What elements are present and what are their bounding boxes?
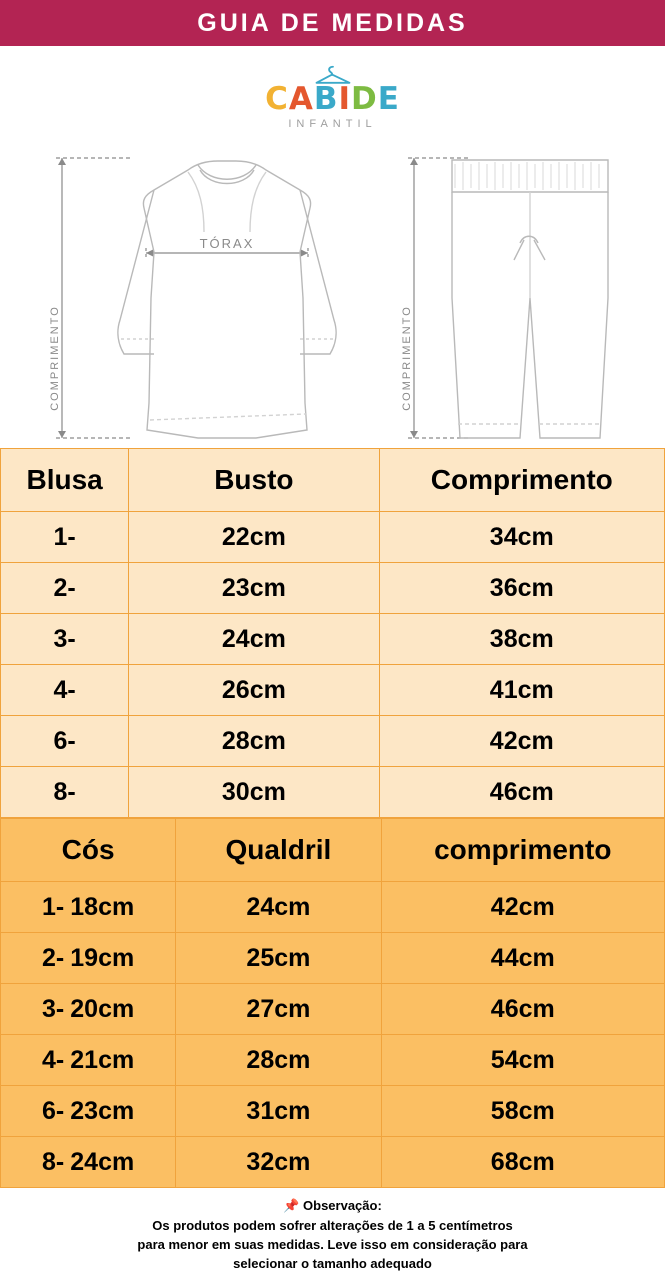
footer-note <box>0 1188 665 1286</box>
cell-size: 1- <box>1 512 129 563</box>
footer-line-1: Os produtos podem sofrer alterações de 1 a 5 centímetros <box>152 1218 513 1233</box>
cell-size: 4- <box>1 665 129 716</box>
cell-comprimento: 68cm <box>381 1137 664 1188</box>
table-row <box>1 512 665 563</box>
cell-cos <box>1 933 176 984</box>
table-row <box>1 984 665 1035</box>
footer-line-2: para menor em suas medidas. Leve isso em consideração para <box>137 1236 528 1252</box>
cell-busto: 22cm <box>129 512 379 563</box>
cell-cos-value: 18cm <box>70 892 135 921</box>
table-cos <box>0 818 665 1188</box>
table-row <box>1 767 665 818</box>
logo-wordmark: CABIDE <box>265 81 400 117</box>
cell-cos-value: 23cm <box>70 1096 135 1125</box>
cell-qualdril: 31cm <box>176 1086 381 1137</box>
header-busto: Busto <box>129 449 379 512</box>
table-row <box>1 716 665 767</box>
cell-cos <box>1 1035 176 1086</box>
table-row <box>1 882 665 933</box>
cell-cos <box>1 984 176 1035</box>
shirt-chest-label: TÓRAX <box>199 236 255 251</box>
cell-cos-value: 21cm <box>70 1045 135 1074</box>
header-blusa: Blusa <box>1 449 129 512</box>
table-row <box>1 1035 665 1086</box>
cell-comprimento: 46cm <box>379 767 664 818</box>
header-comprimento: Comprimento <box>379 449 664 512</box>
cell-size: 3- <box>42 994 65 1023</box>
cell-size: 6- <box>1 716 129 767</box>
table-row <box>1 1137 665 1188</box>
cell-comprimento: 38cm <box>379 614 664 665</box>
logo-subtitle: INFANTIL <box>288 118 377 130</box>
brand-logo <box>0 46 665 148</box>
cell-size: 8- <box>42 1147 65 1176</box>
cell-busto: 30cm <box>129 767 379 818</box>
table-blusa <box>0 448 665 818</box>
cell-qualdril: 32cm <box>176 1137 381 1188</box>
cell-size: 6- <box>42 1096 65 1125</box>
cell-comprimento: 41cm <box>379 665 664 716</box>
cell-qualdril: 28cm <box>176 1035 381 1086</box>
table-row <box>1 614 665 665</box>
cell-comprimento: 44cm <box>381 933 664 984</box>
table-header-row <box>1 819 665 882</box>
cell-size: 2- <box>1 563 129 614</box>
table-header-row <box>1 449 665 512</box>
table-row <box>1 665 665 716</box>
cell-qualdril: 25cm <box>176 933 381 984</box>
cell-size: 3- <box>1 614 129 665</box>
cell-size: 1- <box>42 892 65 921</box>
cell-comprimento: 46cm <box>381 984 664 1035</box>
cell-busto: 23cm <box>129 563 379 614</box>
footer-line-3: selecionar o tamanho adequado <box>233 1255 432 1271</box>
cell-cos-value: 19cm <box>70 943 135 972</box>
cell-comprimento: 54cm <box>381 1035 664 1086</box>
cell-cos-value: 20cm <box>70 994 135 1023</box>
cell-size: 4- <box>42 1045 65 1074</box>
header-cos: Cós <box>1 819 176 882</box>
table-row <box>1 563 665 614</box>
cell-qualdril: 27cm <box>176 984 381 1035</box>
cell-busto: 28cm <box>129 716 379 767</box>
header-qualdril: Qualdril <box>176 819 381 882</box>
cell-cos <box>1 882 176 933</box>
cell-busto: 26cm <box>129 665 379 716</box>
page-title: GUIA DE MEDIDAS <box>197 8 468 37</box>
cell-comprimento: 42cm <box>379 716 664 767</box>
shirt-length-label: COMPRIMENTO <box>49 305 61 411</box>
cell-comprimento: 36cm <box>379 563 664 614</box>
cell-cos-value: 24cm <box>70 1147 135 1176</box>
cell-cos <box>1 1137 176 1188</box>
header-bar <box>0 0 665 46</box>
table-row <box>1 933 665 984</box>
cell-comprimento: 58cm <box>381 1086 664 1137</box>
garment-illustration <box>0 148 665 448</box>
table-row <box>1 1086 665 1137</box>
cell-comprimento: 34cm <box>379 512 664 563</box>
cell-comprimento: 42cm <box>381 882 664 933</box>
cell-size: 8- <box>1 767 129 818</box>
cell-size: 2- <box>42 943 65 972</box>
illustration-svg <box>0 148 665 448</box>
cell-qualdril: 24cm <box>176 882 381 933</box>
cell-busto: 24cm <box>129 614 379 665</box>
footer-title: 📌 Observação: <box>283 1198 382 1213</box>
header-comprimento: comprimento <box>381 819 664 882</box>
cell-cos <box>1 1086 176 1137</box>
pants-length-label: COMPRIMENTO <box>401 305 413 411</box>
